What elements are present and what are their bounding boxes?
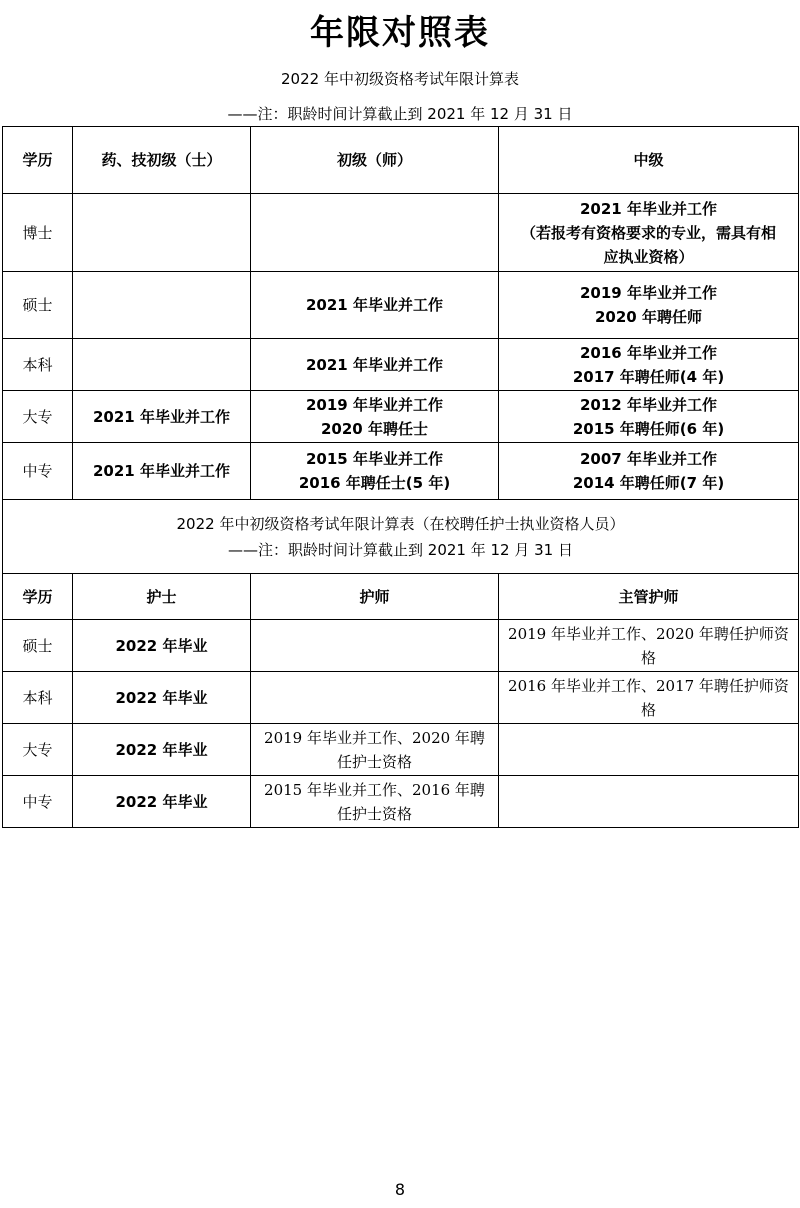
header-intermediate: 中级 [499,127,799,194]
page-number: 8 [394,1180,406,1199]
cell-line: 2015 年毕业并工作 [306,450,443,468]
data-cell [251,776,499,828]
data-cell [251,443,499,500]
table-row [3,339,799,391]
table2-title-row [3,500,799,574]
cell-line: 2020 年聘任师 [595,308,702,326]
data-cell [73,339,251,391]
cell-line: 2019 年毕业并工作、2020 年聘任护师资 [508,624,789,643]
table-row [3,272,799,339]
degree-cell: 本科 [3,339,73,391]
cutoff-note: ——注：职龄时间计算截止到 2021 年 12 月 31 日 [227,105,573,123]
data-cell [73,272,251,339]
years-table [2,126,799,828]
data-cell [251,620,499,672]
data-cell [499,194,799,272]
cell-line: 应执业资格） [603,247,694,266]
data-cell: 2022 年毕业 [73,672,251,724]
cell-line: 2021 年毕业并工作 [580,199,717,218]
cell-line: 2014 年聘任师(7 年) [572,474,725,492]
table1-header-row [3,127,799,194]
degree-cell: 大专 [3,724,73,776]
data-cell: 2021 年毕业并工作 [73,443,251,500]
cell-line: 2007 年毕业并工作 [580,450,717,468]
data-cell [499,339,799,391]
cell-line: 2016 年聘任士(5 年) [298,474,451,492]
data-cell [499,391,799,443]
cell-line: 2017 年聘任师(4 年) [572,367,725,386]
header-junior-physician: 初级（师） [251,127,499,194]
cell-line: （若报考有资格要求的专业，需具有相 [520,223,776,242]
data-cell [251,391,499,443]
header-charge-nurse: 主管护师 [499,574,799,620]
table2-title: 2022 年中初级资格考试年限计算表（在校聘任护士执业资格人员） [176,514,625,533]
degree-cell: 本科 [3,672,73,724]
data-cell [73,194,251,272]
table-row [3,776,799,828]
header-senior-nurse: 护师 [251,574,499,620]
degree-cell: 硕士 [3,272,73,339]
data-cell: 2021 年毕业并工作 [251,339,499,391]
data-cell [499,272,799,339]
table-row [3,620,799,672]
data-cell [251,724,499,776]
data-cell [499,672,799,724]
table-row [3,672,799,724]
data-cell [499,724,799,776]
header-nurse: 护士 [73,574,251,620]
table-row [3,391,799,443]
cell-line: 2016 年毕业并工作、2017 年聘任护师资 [508,676,789,695]
cell-line: 2015 年聘任师(6 年) [572,419,725,438]
degree-cell: 中专 [3,443,73,500]
table-row [3,724,799,776]
degree-cell: 大专 [3,391,73,443]
degree-cell: 硕士 [3,620,73,672]
header-degree: 学历 [3,574,73,620]
cell-line: 格 [640,648,656,667]
cell-line: 2019 年毕业并工作 [580,284,717,302]
table-subtitle: 2022 年中初级资格考试年限计算表 [281,70,519,88]
data-cell: 2021 年毕业并工作 [251,272,499,339]
data-cell: 2022 年毕业 [73,776,251,828]
data-cell [499,443,799,500]
cell-line: 任护士资格 [336,804,412,823]
header-pharm-tech-junior: 药、技初级（士） [73,127,251,194]
cell-line: 2019 年毕业并工作、2020 年聘 [264,728,485,747]
cell-line: 2020 年聘任士 [321,419,428,438]
table2-title-cell [3,500,799,574]
data-cell [499,776,799,828]
cell-line: 2016 年毕业并工作 [580,343,717,362]
table2-header-row [3,574,799,620]
degree-cell: 中专 [3,776,73,828]
page-title: 年限对照表 [310,13,490,53]
data-cell [251,194,499,272]
table2-note: ——注：职龄时间计算截止到 2021 年 12 月 31 日 [228,540,573,559]
header-degree: 学历 [3,127,73,194]
data-cell: 2021 年毕业并工作 [73,391,251,443]
cell-line: 2012 年毕业并工作 [580,395,717,414]
cell-line: 格 [640,700,656,719]
table-row [3,443,799,500]
data-cell [499,620,799,672]
cell-line: 2015 年毕业并工作、2016 年聘 [264,780,485,799]
table-row [3,194,799,272]
cell-line: 任护士资格 [336,752,412,771]
degree-cell: 博士 [3,194,73,272]
data-cell [251,672,499,724]
cell-line: 2019 年毕业并工作 [306,395,443,414]
data-cell: 2022 年毕业 [73,620,251,672]
data-cell: 2022 年毕业 [73,724,251,776]
